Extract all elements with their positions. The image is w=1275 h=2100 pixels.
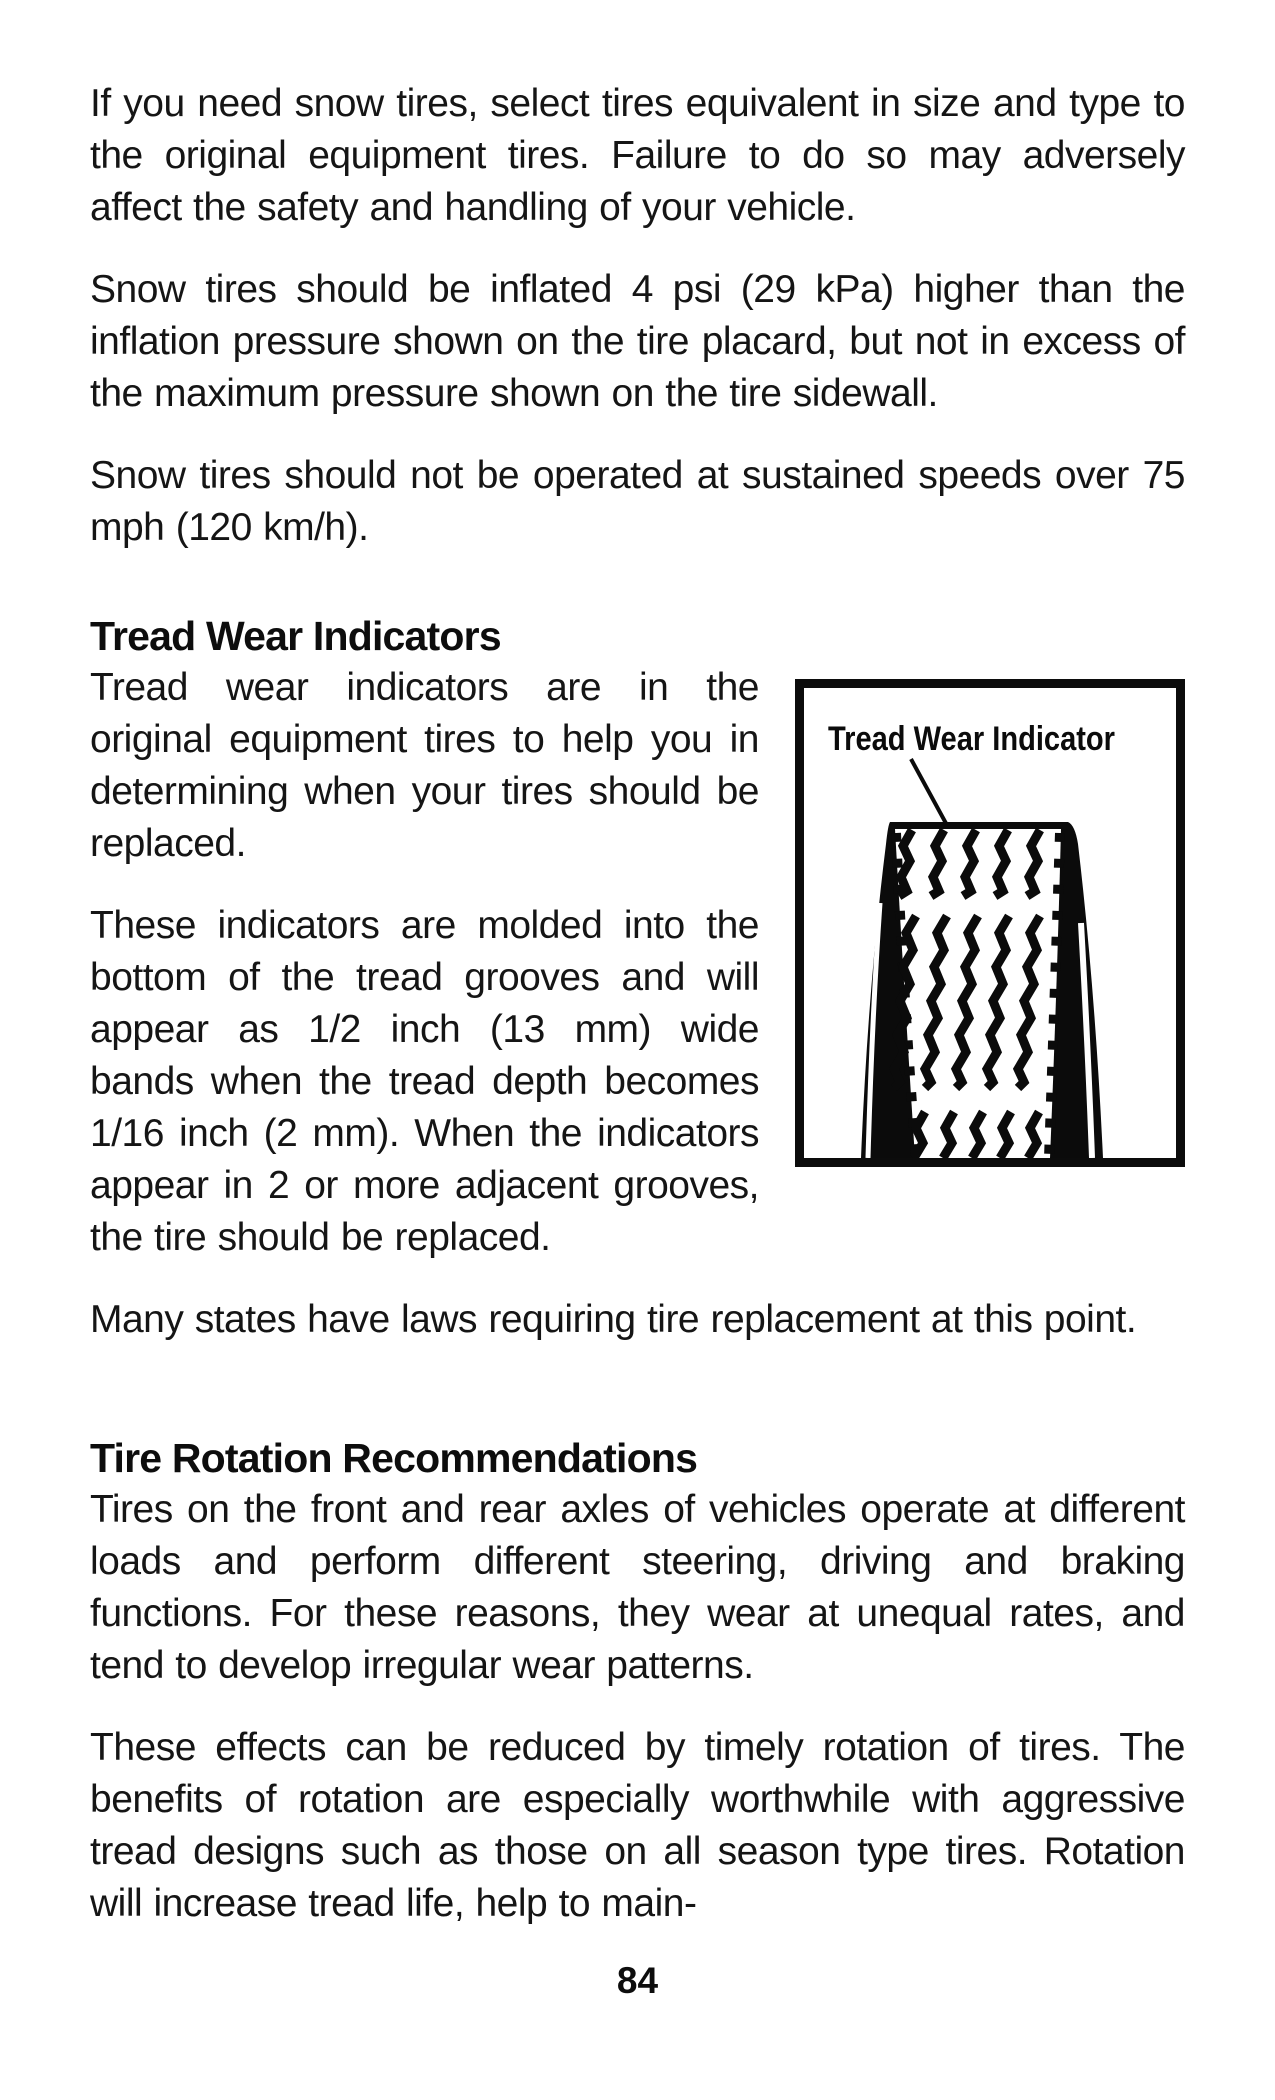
tread-wear-figure bbox=[795, 679, 1185, 1167]
figure-caption: Tread Wear Indicator bbox=[828, 720, 1115, 758]
section-heading-tire-rotation: Tire Rotation Recommendations bbox=[90, 1435, 698, 1481]
paragraph-state-laws: Many states have laws requiring tire replacement at this point. bbox=[90, 1298, 1137, 1341]
section-heading-tread-wear: Tread Wear Indicators bbox=[90, 613, 501, 659]
paragraph-rotation-benefits: These effects can be reduced by timely rotation of tires. The benefits of rotation are especially worthwhile with aggressive tread designs such as those on all season type tires. Rotation will increase tread life, help to main- bbox=[90, 1726, 1185, 1925]
paragraph-tread-indicators-molded: These indicators are molded into the bottom of the tread grooves and will appear as 1/2 inch (13 mm) wide bands when the tread depth becomes 1/16 inch (2 mm). When the indicators appear in 2 or more adjacent grooves, the tire should be replaced. bbox=[90, 904, 759, 1259]
paragraph-snow-tires-speed: Snow tires should not be operated at sustained speeds over 75 mph (120 km/h). bbox=[90, 454, 1185, 549]
page-number: 84 bbox=[616, 1960, 659, 2001]
tread-window bbox=[895, 829, 1061, 1158]
tire-illustration bbox=[804, 688, 1176, 1158]
paragraph-snow-tires-inflation: Snow tires should be inflated 4 psi (29 kPa) higher than the inflation pressure shown on the tire placard, but not in excess of the maximum pressure shown on the tire sidewall. bbox=[90, 268, 1185, 415]
paragraph-tread-indicators-intro: Tread wear indicators are in the original equipment tires to help you in determining when your tires should be replaced. bbox=[90, 666, 759, 865]
paragraph-snow-tires-selection: If you need snow tires, select tires equivalent in size and type to the original equipment tires. Failure to do so may adversely affect the safety and handling of your vehicle. bbox=[90, 82, 1185, 229]
paragraph-rotation-wear: Tires on the front and rear axles of vehicles operate at different loads and perform different steering, driving and braking functions. For these reasons, they wear at unequal rates, and tend to develop irregular wear patterns. bbox=[90, 1488, 1185, 1687]
